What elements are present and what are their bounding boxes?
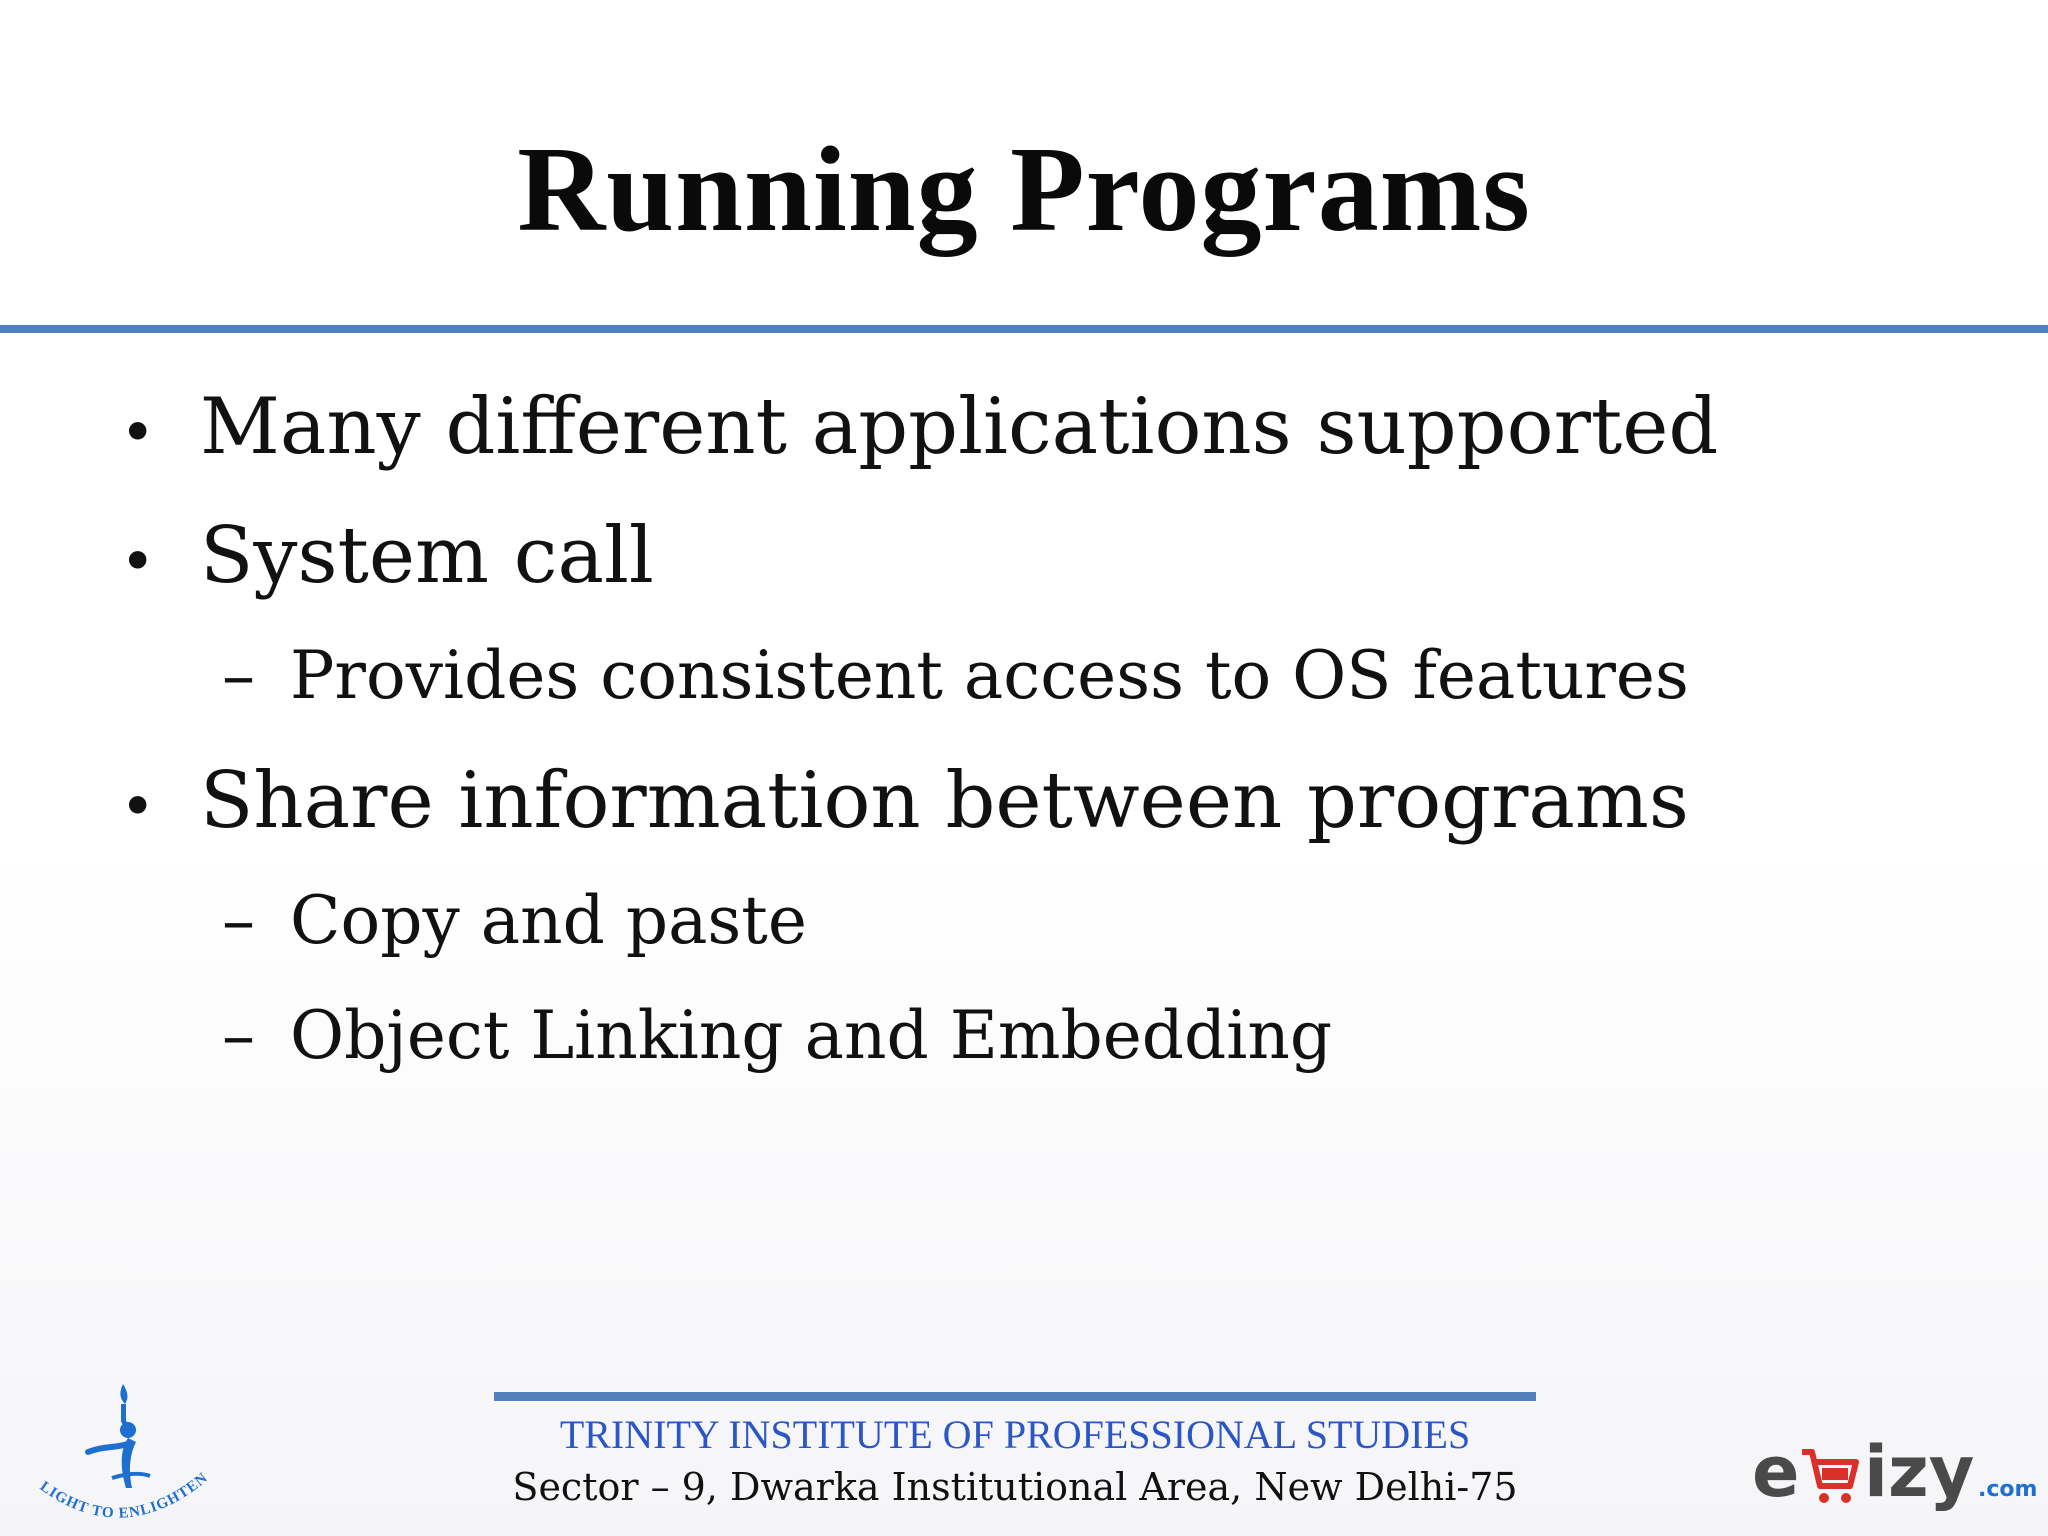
sub-bullet-text: Copy and paste	[290, 882, 807, 959]
bullet-text: Many different applications supported	[200, 382, 1719, 472]
slide-title: Running Programs	[517, 122, 1531, 257]
bullet-item	[120, 756, 1689, 852]
institute-address: Sector – 9, Dwarka Institutional Area, New Delhi-75	[512, 1465, 1518, 1509]
svg-text:.com: .com	[1978, 1477, 2038, 1502]
svg-text:izy: izy	[1864, 1431, 1975, 1513]
sub-bullet-text: Object Linking and Embedding	[290, 997, 1333, 1074]
svg-text:e: e	[1752, 1431, 1800, 1513]
bullet-item	[120, 511, 654, 607]
institute-name: TRINITY INSTITUTE OF PROFESSIONAL STUDIES	[559, 1412, 1471, 1457]
sub-bullet-marker: –	[222, 882, 255, 959]
logo-motto: LIGHT TO ENLIGHTEN	[36, 1469, 212, 1522]
institute-logo	[28, 1378, 218, 1528]
sub-bullet-item	[222, 636, 1689, 716]
bullet-marker: •	[120, 527, 156, 597]
sub-bullet-text: Provides consistent access to OS features	[290, 637, 1689, 714]
sub-bullet-item	[222, 996, 1332, 1076]
sub-bullet-marker: –	[222, 997, 255, 1074]
bullet-text: Share information between programs	[200, 756, 1689, 846]
bullet-text: System call	[200, 511, 654, 601]
sub-bullet-marker: –	[222, 637, 255, 714]
brand-logo	[1752, 1430, 2038, 1520]
bullet-marker: •	[120, 398, 156, 468]
bullet-item	[120, 382, 1718, 478]
footer-divider	[494, 1392, 1536, 1401]
bullet-marker: •	[120, 772, 156, 842]
cart-icon	[1752, 1430, 2038, 1520]
torch-figure-icon	[28, 1378, 218, 1528]
sub-bullet-item	[222, 881, 807, 961]
